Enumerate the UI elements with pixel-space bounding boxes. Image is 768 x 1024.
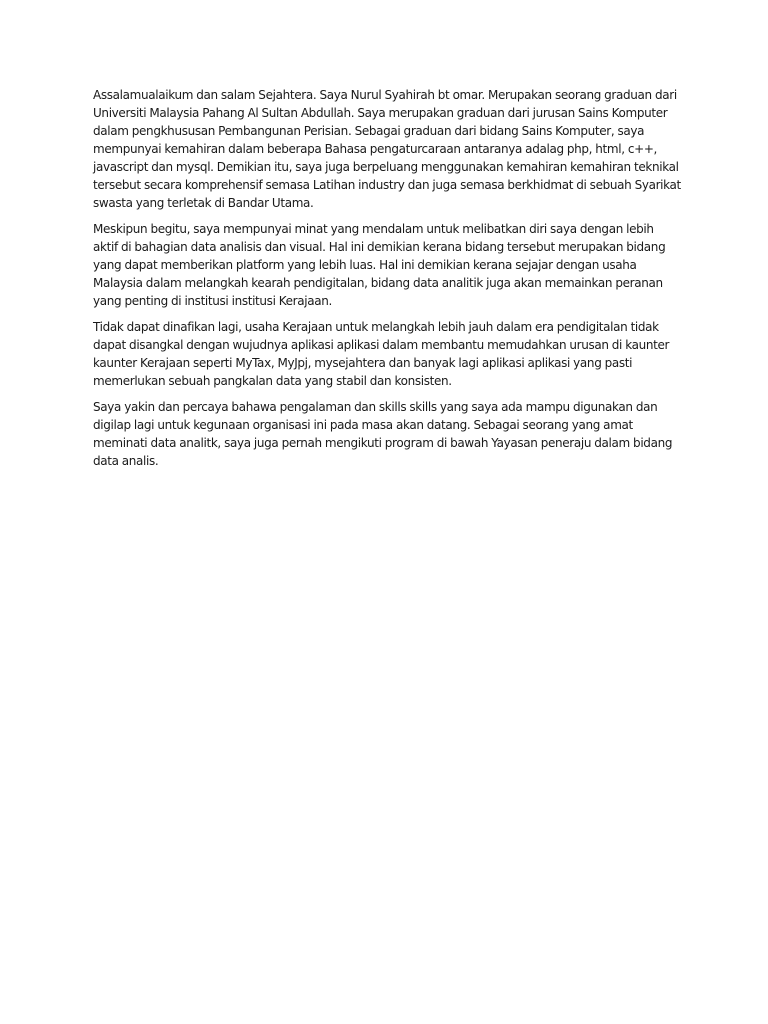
paragraph-closing: Saya yakin dan percaya bahawa pengalaman dan skills skills yang saya ada mampu digunakan dan digilap lagi untuk kegunaan organisasi ini pada masa akan datang. Sebagai seorang yang amat meminati data analitk, saya juga pernah mengikuti program di bawah Yayasan peneraju dalam bidang data analis. — [93, 400, 673, 468]
paragraph-digitalization: Tidak dapat dinafikan lagi, usaha Kerajaan untuk melangkah lebih jauh dalam era pendigitalan tidak dapat disangkal dengan wujudnya aplikasi aplikasi dalam membantu memudahkan urusan di kaunter kaunter Kerajaan seperti MyTax, MyJpj, mysejahtera dan banyak lagi aplikasi aplikasi yang pasti memerlukan sebuah pangkalan data yang stabil dan konsisten. — [93, 320, 670, 388]
paragraph-introduction: Assalamualaikum dan salam Sejahtera. Saya Nurul Syahirah bt omar. Merupakan seorang graduan dari Universiti Malaysia Pahang Al Sultan Abdullah. Saya merupakan graduan dari jurusan Sains Komputer dalam pengkhususan Pembangunan Perisian. Sebagai graduan dari bidang Sains Komputer, saya mempunyai kemahiran dalam beberapa Bahasa pengaturcaraan antaranya adalag php, html, c++, javascript dan mysql. Demikian itu, saya juga berpeluang menggunakan kemahiran kemahiran teknikal tersebut secara komprehensif semasa Latihan industry dan juga semasa berkhidmat di sebuah Syarikat swasta yang terletak di Bandar Utama. — [93, 88, 681, 210]
paragraph-interest: Meskipun begitu, saya mempunyai minat yang mendalam untuk melibatkan diri saya dengan lebih aktif di bahagian data analisis dan visual. Hal ini demikian kerana bidang tersebut merupakan bidang yang dapat memberikan platform yang lebih luas. Hal ini demikian kerana sejajar dengan usaha Malaysia dalam melangkah kearah pendigitalan, bidang data analitik juga akan memainkan peranan yang penting di institusi institusi Kerajaan. — [93, 222, 666, 308]
document-body — [93, 86, 681, 478]
